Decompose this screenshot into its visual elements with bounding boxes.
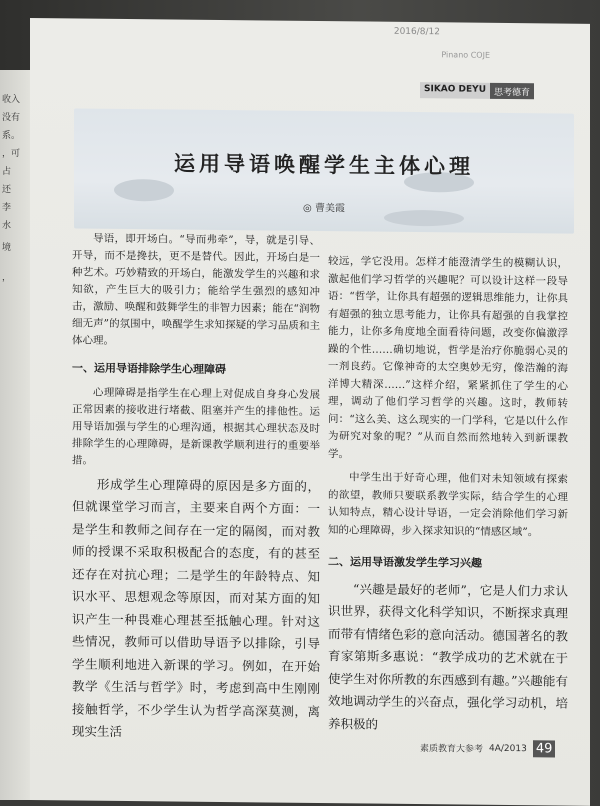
prev-page-fragment: 李 xyxy=(2,203,12,213)
prev-page-fragment: 没有 xyxy=(2,113,21,123)
article-author: ◎ 曹美霞 xyxy=(303,202,345,215)
journal-name: 素质教育大参考 xyxy=(420,744,484,755)
section-heading-1: 一、运用导语排除学生心理障碍 xyxy=(72,361,226,377)
article-title: 运用导语唤醒学生主体心理 xyxy=(174,151,474,179)
magazine-page xyxy=(30,18,590,806)
prev-page-fragment: 境 xyxy=(2,243,12,253)
section1-paragraph-2: 形成学生心理障碍的原因是多方面的，但就课堂学习而言，主要来自两个方面：一是学生和教师之间存在一定的隔阂，而对教师的授课不采取积极配合的态度，有的甚至还存在对抗心理；二是学生的年龄特点、知识水平、思想观念等原因，而对某方面的知识产生一种畏难心理甚至抵触心理。针对这些情况，教师可以借助导语予以排除，引导学生顺利地进入新课的学习。例如，在开始教学《生活与哲学》时，考虑到高中生刚刚接触哲学，不少学生认为哲学高深莫测，离现实生活 xyxy=(72,476,320,739)
title-banner xyxy=(74,108,574,233)
right-paragraph-1: 较远，学它没用。怎样才能澄清学生的模糊认识，激起他们学习哲学的兴趣呢？可以设计这样一段导语：“哲学，让你具有超强的逻辑思维能力，让你具有超强的独立思考能力，让你具有超强的自我掌控能力，让你多角度地全面看待问题，改变你偏激浮躁的个性……确切地说，哲学是治疗你脆弱心灵的一剂良药。它像神奇的太空奥妙无穷，像浩瀚的海洋博大精深……”这样介绍，紧紧抓住了学生的心理，调动了他们学习哲学的兴趣。这时，教师转问：“这么美、这么现实的一门学科，它是以什么作为研究对象的呢？”从而自然而然地转入到新课教学。 xyxy=(328,255,568,460)
section-tag-cn: 思考德育 xyxy=(490,83,534,99)
intro-paragraph: 导语，即开场白。“导而弗牵”，导，就是引导、开导，而不是搀扶，更不是替代。因此，开场白是一种艺术。巧妙精致的开场白，能激发学生的兴趣和求知欲，产生巨大的吸引力；能给学生强烈的感知冲击，激励、唤醒和鼓舞学生的非智力因素；能在“润物细无声”的氛围中，唤醒学生求知探疑的学习品质和主体心理。 xyxy=(72,232,320,347)
prev-page-fragment: ， xyxy=(2,273,12,283)
page-number: 49 xyxy=(533,740,556,757)
photo-timestamp: 2016/8/12 xyxy=(393,26,440,38)
page-footer xyxy=(420,739,555,757)
previous-page-edge xyxy=(0,70,30,800)
right-paragraph-3: “兴趣是最好的老师”，它是人们力求认识世界，获得文化科学知识，不断探求真理而带有情绪色彩的意向活动。德国著名的教育家第斯多惠说：“教学成功的艺术就在于使学生对你所教的东西感到有趣。”兴趣能有效地调动学生的兴奋点，强化学习动机，培养积极的 xyxy=(328,580,568,732)
prev-page-fragment: ，可 xyxy=(2,149,21,159)
issue-number: 4A/2013 xyxy=(489,743,527,754)
prev-page-fragment: 还 xyxy=(2,185,12,195)
prev-page-fragment: 收入 xyxy=(2,95,21,105)
prev-page-fragment: 系。 xyxy=(2,131,21,141)
section-tag xyxy=(420,82,534,99)
prev-page-fragment: 水 xyxy=(2,221,12,231)
section-heading-2: 二、运用导语激发学生学习兴趣 xyxy=(328,555,482,570)
prev-page-fragment: 占 xyxy=(2,167,12,177)
left-column xyxy=(72,230,320,745)
right-column xyxy=(328,253,568,738)
right-paragraph-2: 中学生出于好奇心理，他们对未知领域有探索的欲望，教师只要联系教学实际，结合学生的心理认知特点，精心设计导语，一定会消除他们学习新知的心理障碍，步入探求知识的“情感区域”。 xyxy=(328,471,568,538)
section-tag-en: SIKAO DEYU xyxy=(420,82,490,99)
photo-watermark: Pinano COJE xyxy=(441,50,490,60)
section1-paragraph-1: 心理障碍是指学生在心理上对促成自身身心发展正常因素的接收进行堵截、阻塞并产生的排他性。运用导语加强与学生的心理沟通，根据其心理状态及时排除学生的心理障碍，是新课教学顺利进行的重要举措。 xyxy=(72,386,320,467)
